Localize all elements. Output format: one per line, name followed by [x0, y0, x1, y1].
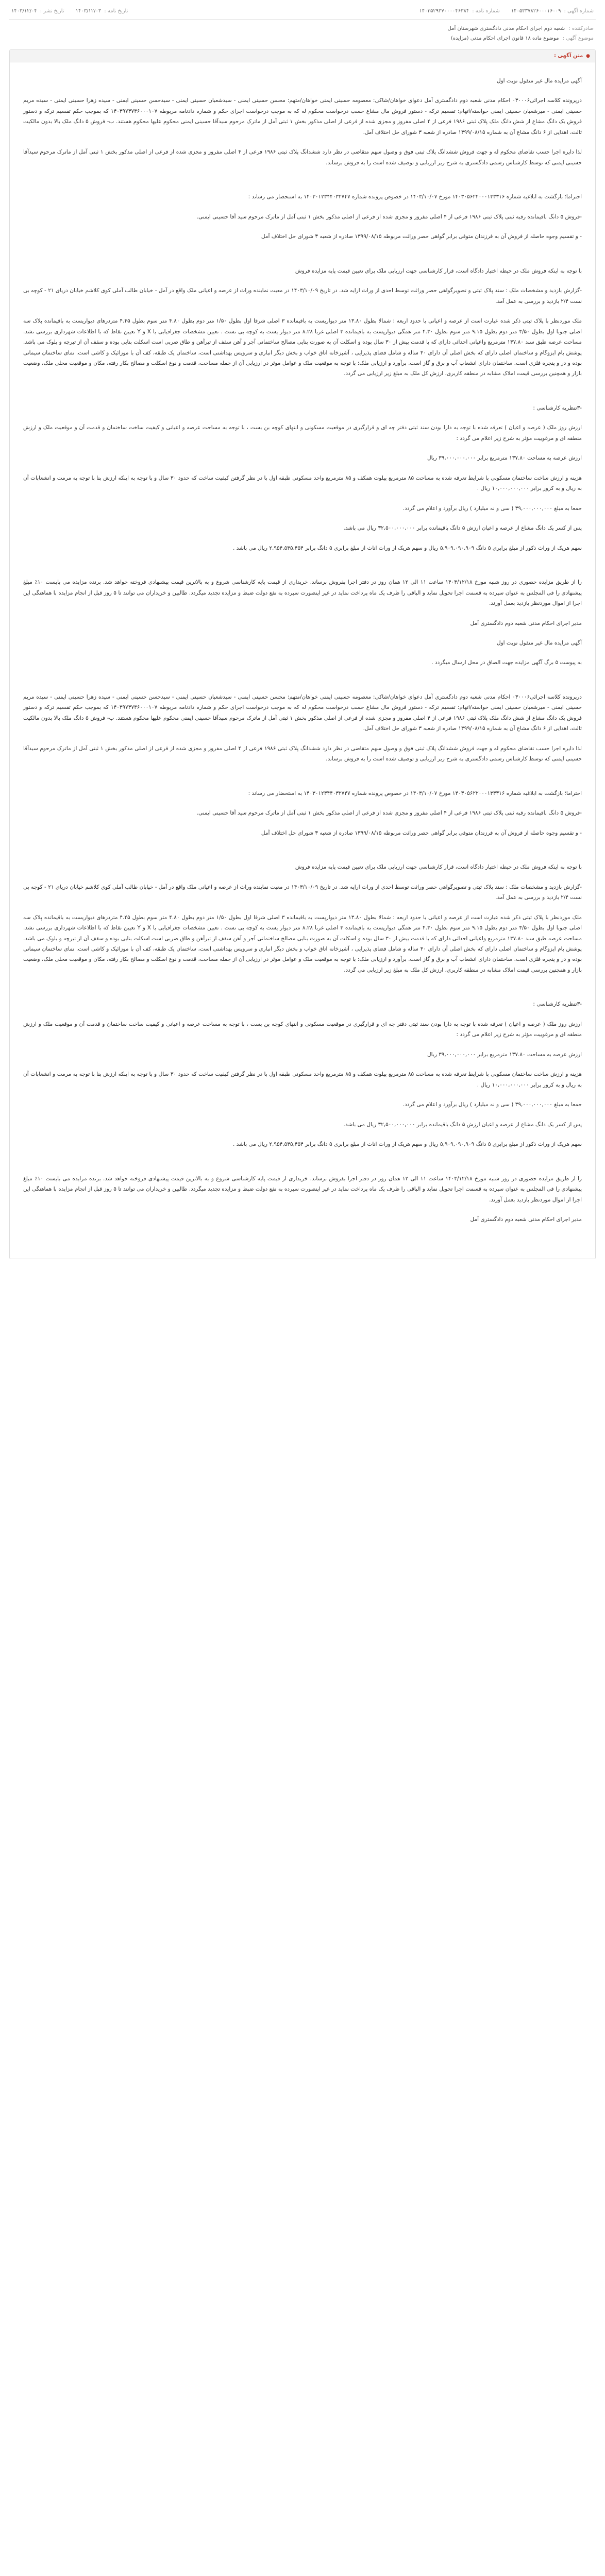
notice-paragraph: -فروش ۵ دانگ باقیمانده رقبه ثبتی پلاک ثبتی ۱۹۸۶ فرعی از ۴ اصلی مفروز و مجزی شده از فرعی از اصلی مذکور بخش ۱ ثبتی آمل از ماترک مرحوم سید آقا حسینی ایمنی.: [196, 213, 582, 220]
publish-date: [11, 8, 64, 14]
notice-paragraph: -فروش ۵ دانگ باقیمانده رقبه ثبتی پلاک ثبتی ۱۹۸۶ فرعی از ۴ اصلی مفروز و مجزی شده از فرعی از اصلی مذکور بخش ۱ ثبتی آمل از ماترک مرحوم سید آقا حسینی ایمنی.: [196, 810, 582, 817]
notice-paragraph: سهم هریک از وراث ذکور از مبلغ برابری ۵ دانگ ۵,۹۰۹,۰۹۰,۹۰۹ ریال و سهم هریک از وراث اناث از مبلغ برابری ۵ دانگ برابر ۲,۹۵۴,۵۴۵,۴۵۴ ریال می باشد .: [233, 545, 582, 551]
sender-value: شعبه دوم اجرای احکام مدنی دادگستری شهرستان آمل: [447, 26, 565, 31]
notice-paragraph: ملک موردنظر با پلاک ثبتی ذکر شده عبارت است از عرصه و اعیانی با حدود اربعه : شمالا بطول ۱۳.۸۰ متر دیوارپست به باقیمانده ۳ اصلی شرقا اول بطول ۱/۵۰ متر دوم بطول ۴.۸۰ متر سوم بطول ۴.۴۵ متردرهای دیواریست به باقیمانده پلاک سه اصلی جنوبا اول بطول ۳/۵۰ متر دوم بطول ۹.۱۵ متر سوم بطول ۴.۳۰ متر همگی دیوارپست به باقیمانده ۳ اصلی غربا ۸.۲۸ متر دیوار یست به کوچه بی نست . تعیین مشخصات جغرافیایی با X و Y تعیین نقاط که با اطلاعات شهرداری بررسی نشد. مساحت عرصه طبق سند ۱۳۷.۸۰ مترمربع واعیانی احداثی دارای که با قدمت بیش از ۳۰ سال بوده و اسکلت آن به صورت بنایی مصالح ساختمانی آجر و آهن سقف از تیرآهن و طاق ضربی است اسکلت بنایی بوده و سقف آن از تیرچه و بلوک می باشد. پوشش بام ایزوگام و ساختمان اصلی دارای که بخش اصلی آن دارای ۳۰ ساله و شامل فضای پذیرایی ، آشپزخانه اتاق خواب و بخش دیگر انباری و سرویس بهداشتی است، ساختمان یک طبقه، کف آن با موزائیک و کاشی است. نمای ساختمان سیمانی بوده و در و پنجره فلزی است. ساختمان دارای انشعاب آب و برق و گاز است. برآورد و ارزیابی ملک: با توجه به موقعیت ملک و عوامل موثر در ارزیابی آن از جمله مساحت، قدمت و نوع اسکلت و مصالح بکار رفته، مکان و موقعیت محلی ملک، وضعیت بازار و همچنین بررسی قیمت املاک مشابه در منطقه کاربری، ارزش کل ملک به مبلغ زیر ارزیابی می گردد.: [23, 914, 582, 973]
notice-meta-bar: [9, 5, 596, 20]
notice-paragraph: -۳تنظریه کارشناسی :: [533, 404, 582, 411]
letter-number: [419, 8, 500, 14]
notice-paragraph: درپرونده کلاسه اجرائی۰۳۰۰۰۶ احکام مدنی شعبه دوم دادگستری آمل دعوای خواهان/شاکی: معصومه حسینی ایمنی خواهان/متهم: محسن حسینی ایمنی - سیدشعبان حسینی ایمنی - سیدحسن حسینی ایمنی - سیده زهرا حسینی ایمنی - سیده مریم حسینی ایمنی - میرشعبان حسینی ایمنی خواسته/اتهام: تقسیم ترکه - دستور فروش مال مشاع حسب درخواست محکوم له که به موجب درخواست اجرای حکم و شماره دادنامه مربوطه ۱۴۰۳۹۷۳۷۴۶۰۰۰۱۰۷ که بموجب حکم تقسیم ترکه و دستور فروش یک دانگ مشاع از شش دانگ ملک پلاک ثبتی ۱۹۸۶ فرعی از ۴ اصلی مفروز و مجزی شده از فرعی از اصلی مذکور بخش ۱ ثبتی آمل از ماترک مرحوم سیدآقا حسینی ایمنی محکوم علیها محکوم هستند. ب- فروش ۵ دانگ ملک بالا بدون مالکیت ثالث، اهدایی از ۶ دانگ مشاع آن به شماره ۱۳۹۹/۰۸/۱۵ صادره از شعبه ۳ شورای حل اختلاف آمل.: [23, 97, 582, 135]
meta-right-group: [419, 8, 594, 14]
notice-paragraph: آگهی مزایده مال غیر منقول نوبت اول: [496, 78, 582, 84]
date-value: ۱۴۰۳/۱۲/۰۳: [75, 8, 102, 14]
letter-date: [76, 8, 128, 14]
meta-left-group: [11, 8, 128, 14]
notice-paragraph: را از طریق مزایده حضوری در روز شنبه مورخ ۱۴۰۳/۱۲/۱۸ ساعت ۱۱ الی ۱۲ همان روز در دفتر اجرا بفروش برساند. خریداری از قیمت پایه کارشناسی شروع و به بالاترین قیمت پیشنهادی فروخته خواهد شد. برنده مزایده می بایست ۱۰٪ مبلغ پیشنهادی را فی المجلس به عنوان سپرده به قسمت اجرا تحویل نماید و الباقی را ظرف یک ماه پرداخت نماید در غیر اینصورت سپرده به نفع دولت ضبط و مزایده تجدید میگردد. طالبین و خریداران می توانند تا ۵ روز قبل از انجام مزایده با هماهنگی این اجرا از اموال موردنظر بازدید بعمل آورند.: [23, 579, 582, 607]
notice-section: [23, 692, 582, 765]
notice-paragraph: لذا دایره اجرا حسب تقاضای محکوم له و جهت فروش ششدانگ پلاک ثبتی فوق و وصول سهم متقاضی در نظر دارد ششدانگ پلاک ثبتی ۱۹۸۶ فرعی از ۴ اصلی مفروز و مجزی شده از فرعی از اصلی مذکور بخش ۱ ثبتی آمل از ماترک مرحوم سیدآقا حسینی ایمنی که توسط کارشناس رسمی دادگستری به شرح زیر ارزیابی و توصیف شده است را به فروش برساند.: [23, 745, 582, 762]
notice-header: [10, 50, 595, 62]
notice-paragraph: ارزش روز ملک ( عرصه و اعیان ) تعرفه شده با توجه به دارا بودن سند ثبتی دفتر چه ای و قرارگیری در موقعیت مسکونی و انتهای کوچه بن بست ، با توجه به مساحت عرصه و اعیانی و کیفیت ساخت ساختمان و قدمت آن و موقعیت ملک و ارزش منطقه ای و مرغوبیت مؤثر به شرح زیر اعلام می گردد :: [23, 1021, 582, 1038]
publish-value: ۱۴۰۳/۱۲/۰۴: [11, 8, 37, 14]
notice-paragraph: درپرونده کلاسه اجرائی۰۳۰۰۰۶ احکام مدنی شعبه دوم دادگستری آمل دعوای خواهان/شاکی: معصومه حسینی ایمنی خواهان/متهم: محسن حسینی ایمنی - سیدشعبان حسینی ایمنی - سیدحسن حسینی ایمنی - سیده زهرا حسینی ایمنی - سیده مریم حسینی ایمنی - میرشعبان حسینی ایمنی خواسته/اتهام: تقسیم ترکه - دستور فروش مال مشاع حسب درخواست محکوم له که به موجب درخواست اجرای حکم و شماره دادنامه مربوطه ۱۴۰۳۹۷۳۷۴۶۰۰۰۱۰۷ که بموجب حکم تقسیم ترکه و دستور فروش یک دانگ مشاع از شش دانگ ملک پلاک ثبتی ۱۹۸۶ فرعی از ۴ اصلی مفروز و مجزی شده از فرعی از اصلی مذکور بخش ۱ ثبتی آمل از ماترک مرحوم سیدآقا حسینی ایمنی محکوم علیها محکوم هستند. ب- فروش ۵ دانگ ملک بالا بدون مالکیت ثالث، اهدایی از ۶ دانگ مشاع آن به شماره ۱۳۹۹/۰۸/۱۵ صادره از شعبه ۳ شورای حل اختلاف آمل.: [23, 693, 582, 732]
notice-paragraph: را از طریق مزایده حضوری در روز شنبه مورخ ۱۴۰۳/۱۲/۱۸ ساعت ۱۱ الی ۱۲ همان روز در دفتر اجرا بفروش برساند. خریداری از قیمت پایه کارشناسی شروع و به بالاترین قیمت پیشنهادی فروخته خواهد شد. برنده مزایده می بایست ۱۰٪ مبلغ پیشنهادی را فی المجلس به عنوان سپرده به قسمت اجرا تحویل نماید و الباقی را ظرف یک ماه پرداخت نماید در غیر اینصورت سپرده به نفع دولت ضبط و مزایده تجدید میگردد. طالبین و خریداران می توانند تا ۵ روز قبل از انجام مزایده با هماهنگی این اجرا از اموال موردنظر بازدید بعمل آورند.: [23, 1175, 582, 1203]
notice-paragraph: با توجه به اینکه فروش ملک در حیطه اختیار دادگاه است، قرار کارشناسی جهت ارزیابی ملک برای تعیین قیمت پایه مزایده فروش: [295, 267, 582, 274]
notice-paragraph: آگهی مزایده مال غیر منقول نوبت اول: [496, 640, 582, 646]
notice-paragraph: پس از کسر یک دانگ مشاع از عرصه و اعیان ارزش ۵ دانگ باقیمانده برابر ۳۲,۵۰۰,۰۰۰,۰۰۰ ریال می باشد.: [343, 525, 582, 532]
notice-paragraph: -گزارش بازدید و مشخصات ملک : سند پلاک ثبتی و تصویرگواهی حصر وراثت توسط احدی از وراث ارایه شد. در تاریخ ۱۴۰۳/۱۰/۰۹ در معیت نماینده وراث از عرصه و اعیانی ملک واقع در آمل - خیابان طالب آملی کوی کلاشم خیابان دریای ۲۱ - کوچه بی نست ۲/۴ بازدید و بررسی به عمل آمد.: [23, 287, 582, 304]
type-line: [11, 33, 594, 43]
notice-paragraph: ارزش روز ملک ( عرصه و اعیان ) تعرفه شده با توجه به دارا بودن سند ثبتی دفتر چه ای و قرارگیری در موقعیت مسکونی و انتهای کوچه بن بست ، با توجه به مساحت عرصه و اعیانی و کیفیت ساخت ساختمان و قدمت آن و موقعیت ملک و ارزش منطقه ای و مرغوبیت مؤثر به شرح زیر اعلام می گردد :: [23, 425, 582, 442]
tracking-number: [511, 8, 594, 14]
notice-paragraph: با توجه به اینکه فروش ملک در حیطه اختیار دادگاه است، قرار کارشناسی جهت ارزیابی ملک برای تعیین قیمت پایه مزایده فروش: [295, 864, 582, 871]
notice-section: [23, 1174, 582, 1225]
notice-section: [23, 999, 582, 1149]
notice-paragraph: -گزارش بازدید و مشخصات ملک : سند پلاک ثبتی و تصویرگواهی حصر وراثت توسط احدی از وراث ارایه شد. در تاریخ ۱۴۰۳/۱۰/۰۹ در معیت نماینده وراث از عرصه و اعیانی ملک واقع در آمل - خیابان طالب آملی کوی کلاشم خیابان دریای ۲۱ - کوچه بی نست ۲/۴ بازدید و بررسی به عمل آمد.: [23, 884, 582, 901]
notice-paragraph: ارزش عرصه به مساحت ۱۳۷.۸۰ مترمربع برابر ۳۹,۰۰۰,۰۰۰,۰۰۰ ریال: [427, 1051, 582, 1058]
bullet-icon: ●: [586, 53, 590, 59]
notice-paragraph: - و تقسیم وجوه حاصله از فروش آن به فرزندان متوفی برابر گواهی حصر وراثت مربوطه ۱۳۹۹/۰۸/۱۵ صادره از شعبه ۳ شورای حل اختلاف آمل: [261, 233, 582, 240]
notice-paragraph: مدیر اجرای احکام مدنی شعبه دوم دادگستری آمل: [470, 1216, 582, 1223]
tracking-label: شماره آگهی :: [564, 8, 594, 14]
sender-line: [11, 24, 594, 33]
notice-paragraph: هزینه و ارزش ساخت ساختمان مسکونی با شرایط تعرفه شده به مساحت ۸۵ مترمربع پیلوت همکف و ۸۵ مترمربع واحد مسکونی طبقه اول با در نظر گرفتن کیفیت ساخت که حدود ۳۰ سال و با توجه به اینکه ارزش بنا با توجه به مرمت و انشعابات آن به ریال و به کرور برابر ۱۰,۰۰۰,۰۰۰,۰۰۰ ریال .: [23, 1071, 582, 1088]
notice-section: [23, 266, 582, 379]
notice-section: [23, 788, 582, 838]
notice-paragraph: ملک موردنظر با پلاک ثبتی ذکر شده عبارت است از عرصه و اعیانی با حدود اربعه : شمالا بطول ۱۳.۸۰ متر دیوارپست به باقیمانده ۳ اصلی شرقا اول بطول ۱/۵۰ متر دوم بطول ۴.۸۰ متر سوم بطول ۴.۴۵ متردرهای دیواریست به باقیمانده پلاک سه اصلی جنوبا اول بطول ۳/۵۰ متر دوم بطول ۹.۱۵ متر سوم بطول ۴.۳۰ متر همگی دیوارپست به باقیمانده ۳ اصلی غربا ۸.۲۸ متر دیوار یست به کوچه بی نست . تعیین مشخصات جغرافیایی با X و Y تعیین نقاط که با اطلاعات شهرداری بررسی نشد. مساحت عرصه طبق سند ۱۳۷.۸۰ مترمربع واعیانی احداثی دارای که با قدمت بیش از ۳۰ سال بوده و اسکلت آن به صورت بنایی مصالح ساختمانی آجر و آهن سقف از تیرآهن و طاق ضربی است اسکلت بنایی بوده و سقف آن از تیرچه و بلوک می باشد. پوشش بام ایزوگام و ساختمان اصلی دارای که بخش اصلی آن دارای ۳۰ ساله و شامل فضای پذیرایی ، آشپزخانه اتاق خواب و بخش دیگر انباری و سرویس بهداشتی است، ساختمان یک طبقه، کف آن با موزائیک و کاشی است. نمای ساختمان سیمانی بوده و در و پنجره فلزی است. ساختمان دارای انشعاب آب و برق و گاز است. برآورد و ارزیابی ملک: با توجه به موقعیت ملک و عوامل موثر در ارزیابی آن از جمله مساحت، قدمت و نوع اسکلت و مصالح بکار رفته، مکان و موقعیت محلی ملک، وضعیت بازار و همچنین بررسی قیمت املاک مشابه در منطقه کاربری، ارزش کل ملک به مبلغ زیر ارزیابی می گردد.: [23, 318, 582, 377]
notice-section: [23, 192, 582, 242]
notice-body: [10, 62, 595, 1259]
notice-meta-lines: [9, 20, 596, 46]
letter-label: شماره نامه :: [472, 8, 500, 14]
notice-header-label: متن آگهی :: [553, 53, 583, 59]
page: [0, 0, 605, 1275]
notice-paragraph: - و تقسیم وجوه حاصله از فروش آن به فرزندان متوفی برابر گواهی حصر وراثت مربوطه ۱۳۹۹/۰۸/۱۵ صادره از شعبه ۳ شورای حل اختلاف آمل: [261, 829, 582, 836]
notice-paragraph: احتراما؛ بازگشت به ابلاغیه شماره ۱۴۰۳۰۵۶۲۲۰۰۰۱۳۳۳۱۶ مورخ ۱۴۰۳/۱۰/۰۷ در خصوص پرونده شماره ۱۴۰۳۰۱۲۳۴۴۰۳۲۷۴۷ به استحضار می رساند :: [248, 194, 582, 200]
notice-paragraph: ارزش عرصه به مساحت ۱۳۷.۸۰ مترمربع برابر ۳۹,۰۰۰,۰۰۰,۰۰۰ ریال: [427, 455, 582, 462]
type-value: موضوع ماده ۱۸ قانون اجرای احکام مدنی (مزایده): [450, 36, 559, 41]
date-label: تاریخ نامه :: [104, 8, 128, 14]
notice-paragraph: جمعا به مبلغ ۳۹,۰۰۰,۰۰۰,۰۰۰ ( سی و نه میلیارد ) ریال برآورد و اعلام می گردد.: [402, 1101, 582, 1108]
letter-value: ۱۴۰۳۵۲۹۳۷۰۰۰۰۴۶۳۸۴: [419, 8, 469, 14]
notice-paragraph: احتراما؛ بازگشت به ابلاغیه شماره ۱۴۰۳۰۵۶۲۲۰۰۰۱۳۳۳۱۶ مورخ ۱۴۰۳/۱۰/۰۷ در خصوص پرونده شماره ۱۴۰۳۰۱۲۳۴۴۰۳۲۷۴۷ به استحضار می رساند :: [248, 790, 582, 796]
type-label: موضوع آگهی :: [562, 36, 594, 41]
sender-label: صادرکننده :: [568, 26, 594, 31]
publish-label: تاریخ نشر :: [40, 8, 64, 14]
notice-section: [23, 577, 582, 668]
notice-section: [23, 76, 582, 168]
notice-paragraph: -۳تنظریه کارشناسی :: [533, 1001, 582, 1008]
tracking-value: ۱۴۰۵۳۳۷۸۲۶۰۰۰۱۶۰۰۹: [511, 8, 561, 14]
notice-paragraph: لذا دایره اجرا حسب تقاضای محکوم له و جهت فروش ششدانگ پلاک ثبتی فوق و وصول سهم متقاضی در نظر دارد ششدانگ پلاک ثبتی ۱۹۸۶ فرعی از ۴ اصلی مفروز و مجزی شده از فرعی از اصلی مذکور بخش ۱ ثبتی آمل از ماترک مرحوم سیدآقا حسینی ایمنی که توسط کارشناس رسمی دادگستری به شرح زیر ارزیابی و توصیف شده است را به فروش برساند.: [23, 149, 582, 166]
notice-paragraph: هزینه و ارزش ساخت ساختمان مسکونی با شرایط تعرفه شده به مساحت ۸۵ مترمربع پیلوت همکف و ۸۵ مترمربع واحد مسکونی طبقه اول با در نظر گرفتن کیفیت ساخت که حدود ۳۰ سال و با توجه به اینکه ارزش بنا با توجه به مرمت و انشعابات آن به ریال و به کرور برابر ۱۰,۰۰۰,۰۰۰,۰۰۰ ریال .: [23, 474, 582, 492]
notice-paragraph: به پیوست ۵ برگ آگهی مزایده جهت الصاق در محل ارسال میگردد .: [431, 659, 582, 666]
notice-paragraph: پس از کسر یک دانگ مشاع از عرصه و اعیان ارزش ۵ دانگ باقیمانده برابر ۳۲,۵۰۰,۰۰۰,۰۰۰ ریال می باشد.: [343, 1121, 582, 1128]
notice-paragraph: جمعا به مبلغ ۳۹,۰۰۰,۰۰۰,۰۰۰ ( سی و نه میلیارد ) ریال برآورد و اعلام می گردد.: [402, 505, 582, 512]
notice-section: [23, 403, 582, 553]
notice-section: [23, 862, 582, 975]
notice-paragraph: سهم هریک از وراث ذکور از مبلغ برابری ۵ دانگ ۵,۹۰۹,۰۹۰,۹۰۹ ریال و سهم هریک از وراث اناث از مبلغ برابری ۵ دانگ برابر ۲,۹۵۴,۵۴۵,۴۵۴ ریال می باشد .: [233, 1141, 582, 1148]
notice-paragraph: مدیر اجرای احکام مدنی شعبه دوم دادگستری آمل: [470, 620, 582, 626]
notice-box: [9, 49, 596, 1259]
